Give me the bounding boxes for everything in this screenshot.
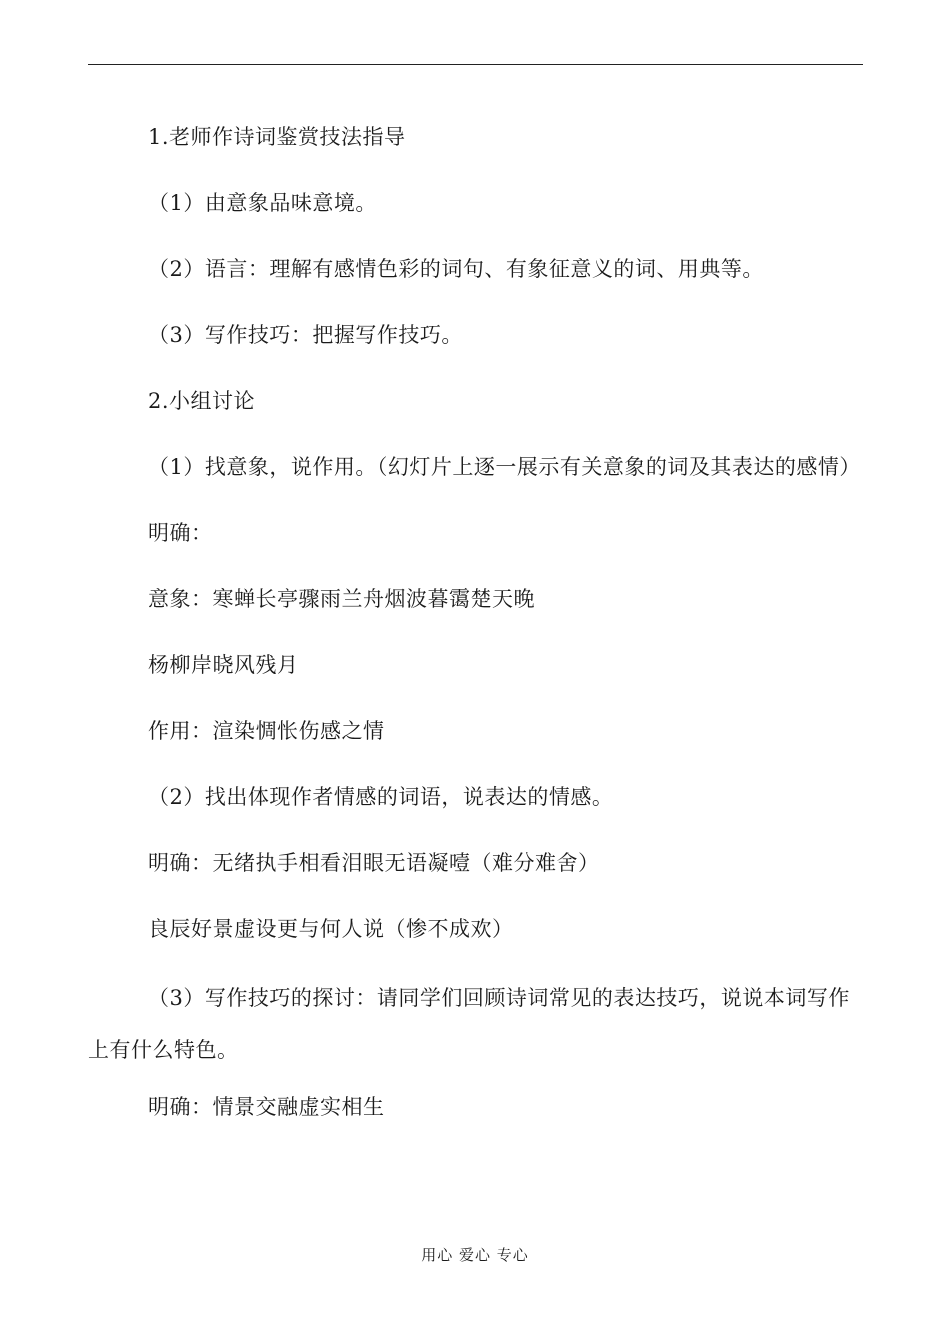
answer-emotion-line-1: 明确：无绪执手相看泪眼无语凝噎（难分难舍） xyxy=(148,851,600,875)
answer-emotion-line-2: 良辰好景虚设更与何人说（惨不成欢） xyxy=(148,917,514,941)
imagery-line: 意象：寒蝉长亭骤雨兰舟烟波暮霭楚天晚 xyxy=(148,587,535,611)
answer-technique-line: 明确：情景交融虚实相生 xyxy=(148,1095,385,1119)
discussion-item-1: （1）找意象，说作用。（幻灯片上逐一展示有关意象的词及其表达的感情） xyxy=(148,455,861,479)
heading-group-discussion: 2.小组讨论 xyxy=(148,389,256,413)
heading-technique-guidance: 1.老师作诗词鉴赏技法指导 xyxy=(148,125,406,149)
answer-label: 明确： xyxy=(148,521,213,545)
discussion-item-3: （3）写作技巧的探讨：请同学们回顾诗词常见的表达技巧，说说本词写作上有什么特色。 xyxy=(88,986,850,1062)
guidance-item-2: （2）语言：理解有感情色彩的词句、有象征意义的词、用典等。 xyxy=(148,257,764,281)
imagery-line-continued: 杨柳岸晓风残月 xyxy=(148,653,299,677)
header-rule xyxy=(88,64,863,65)
guidance-item-1: （1）由意象品味意境。 xyxy=(148,191,377,215)
page-footer: 用心 爱心 专心 xyxy=(421,1246,529,1264)
guidance-item-3: （3）写作技巧：把握写作技巧。 xyxy=(148,323,463,347)
effect-line: 作用：渲染惆怅伤感之情 xyxy=(148,719,385,743)
discussion-item-2: （2）找出体现作者情感的词语，说表达的情感。 xyxy=(148,785,614,809)
